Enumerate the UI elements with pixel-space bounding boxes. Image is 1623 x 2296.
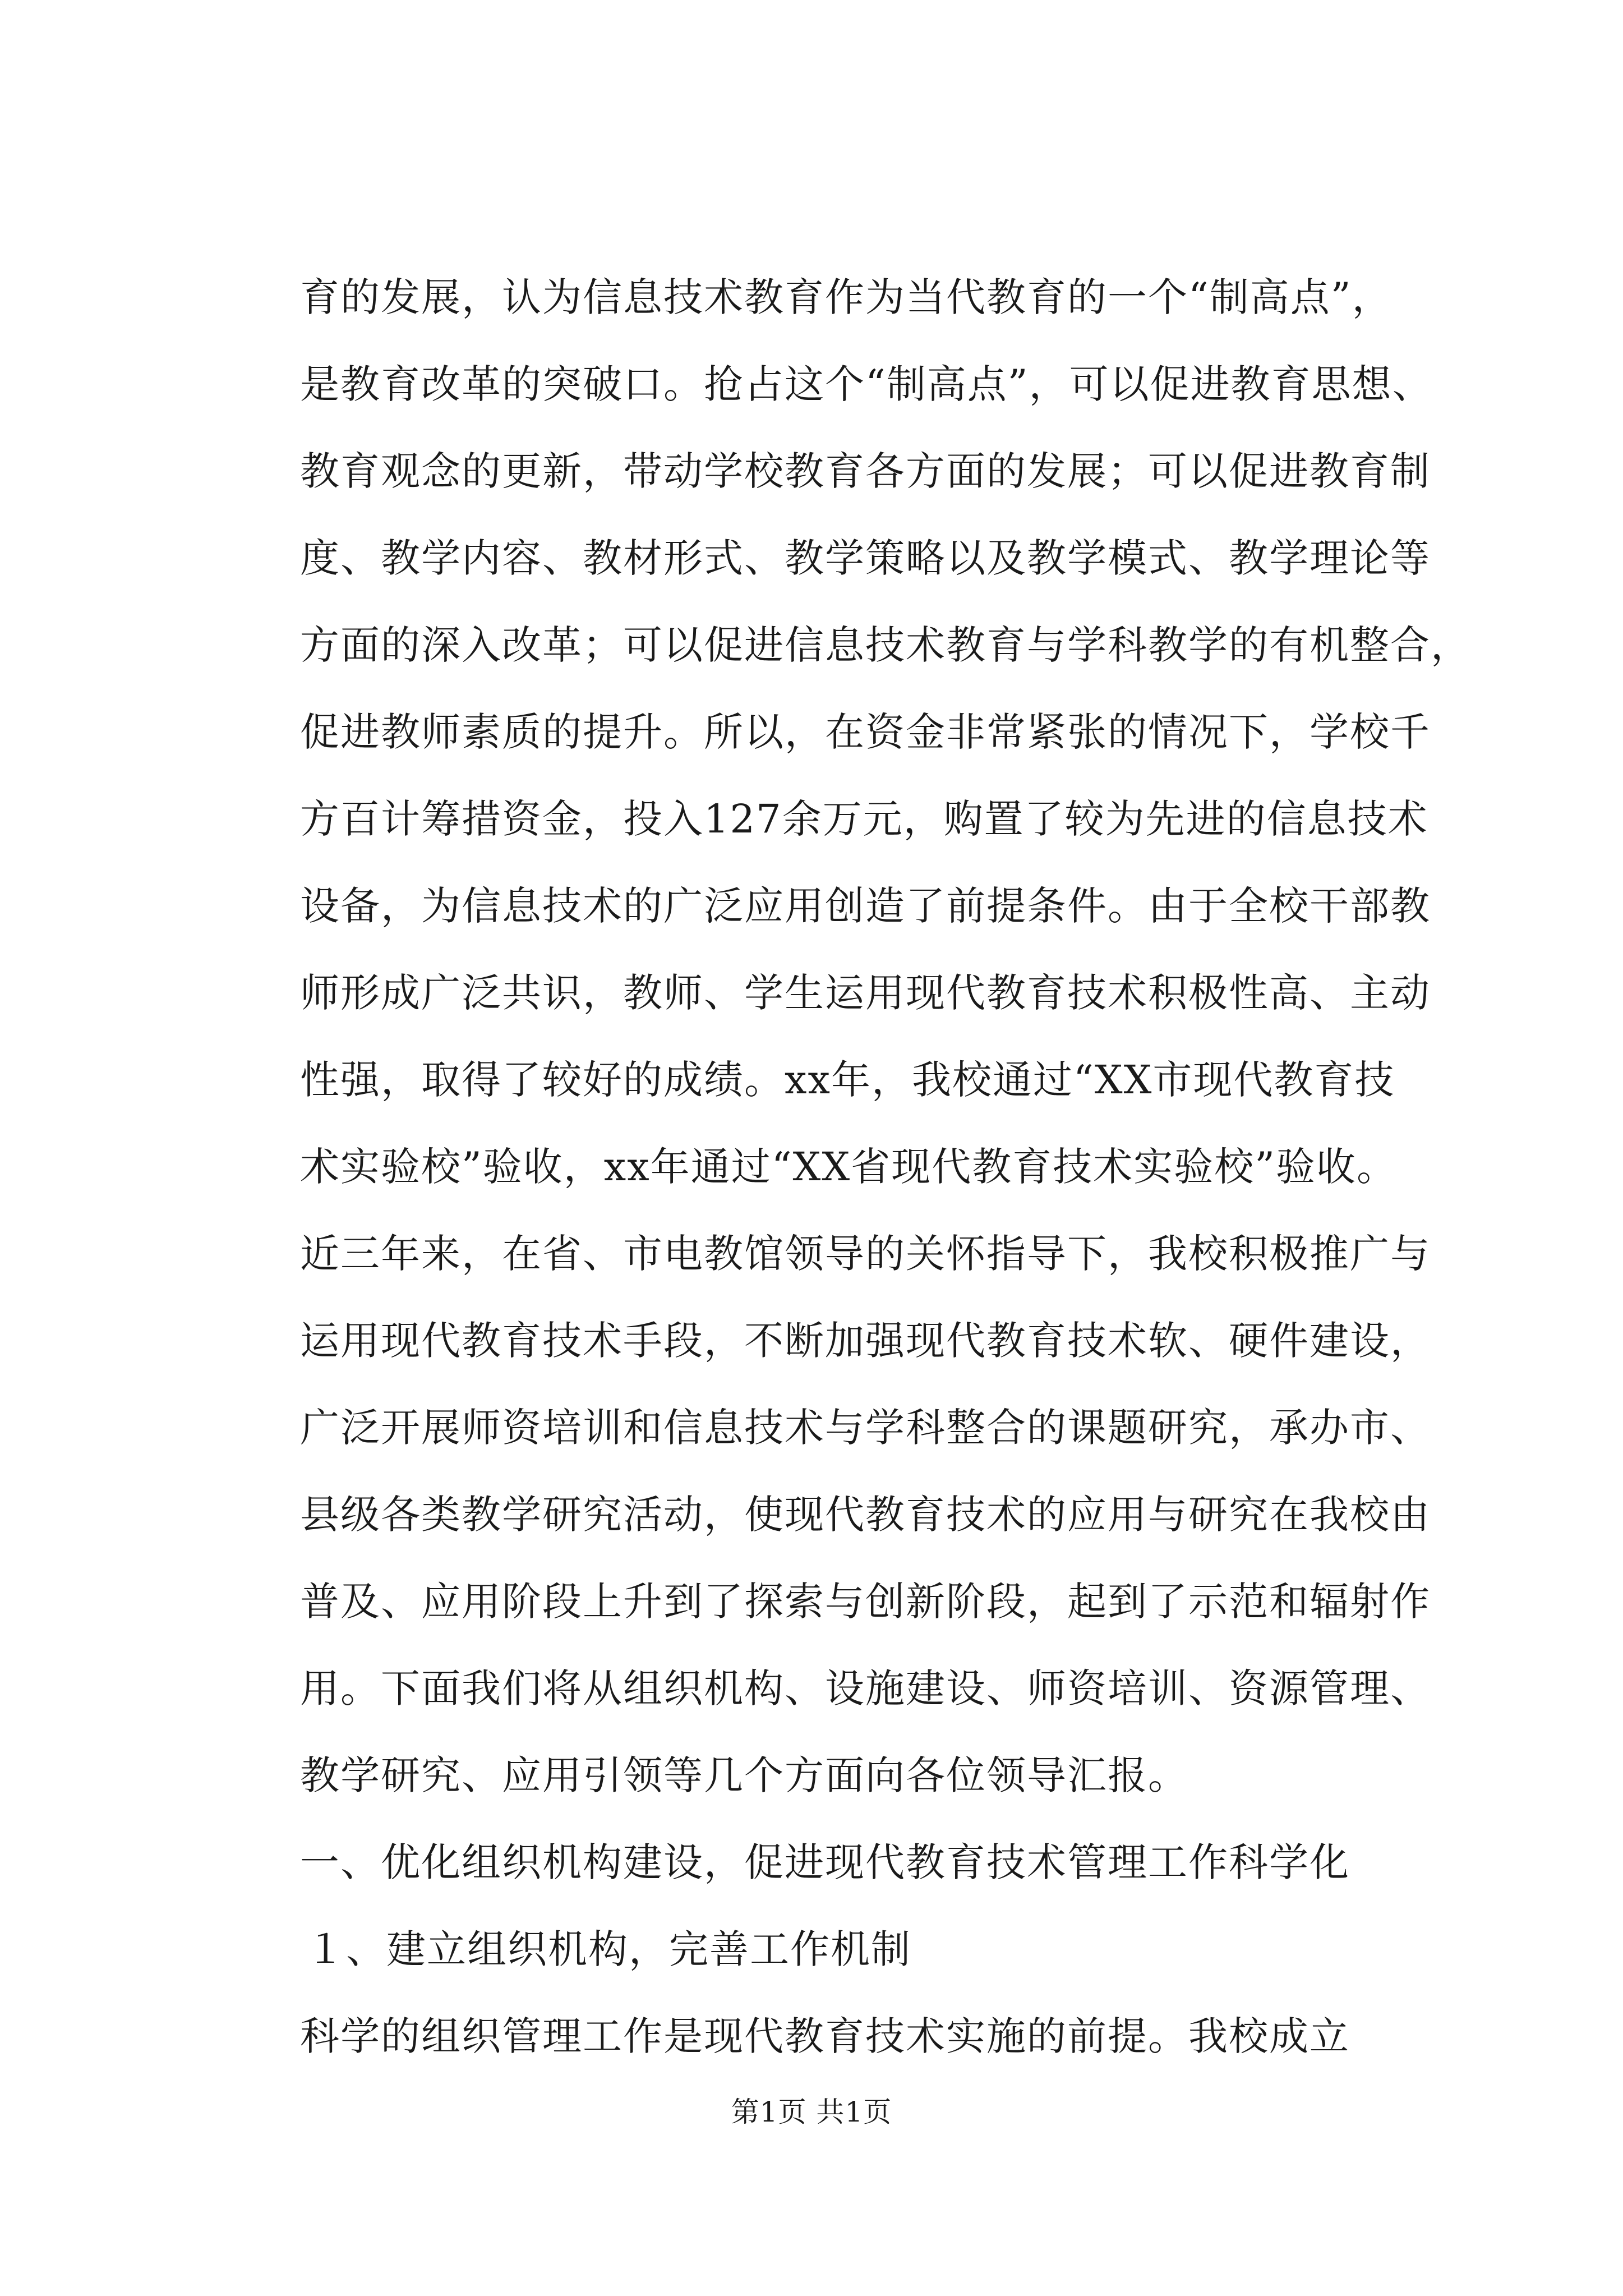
body-line: 教育观念的更新，带动学校教育各方面的发展；可以促进教育制: [300, 448, 1431, 494]
body-line: 用。下面我们将从组织机构、设施建设、师资培训、资源管理、: [300, 1665, 1431, 1711]
body-line: 县级各类教学研究活动，使现代教育技术的应用与研究在我校由: [300, 1492, 1431, 1538]
subsection-heading: １、建立组织机构，完善工作机制: [306, 1926, 911, 1972]
body-line: 教学研究、应用引领等几个方面向各位领导汇报。: [300, 1752, 1188, 1798]
body-line: 术实验校”验收，xx年通过“XX省现代教育技术实验校”验收。: [300, 1144, 1397, 1190]
body-line: 度、教学内容、教材形式、教学策略以及教学模式、教学理论等: [300, 535, 1431, 581]
body-line: 普及、应用阶段上升到了探索与创新阶段，起到了示范和辐射作: [300, 1579, 1431, 1625]
section-heading: 一、优化组织机构建设，促进现代教育技术管理工作科学化: [300, 1839, 1350, 1885]
body-line: 促进教师素质的提升。所以，在资金非常紧张的情况下，学校千: [300, 709, 1431, 755]
body-line: 运用现代教育技术手段，不断加强现代教育技术软、硬件建设，: [300, 1318, 1431, 1364]
body-line: 是教育改革的突破口。抢占这个“制高点”，可以促进教育思想、: [300, 361, 1433, 407]
body-line: 方面的深入改革；可以促进信息技术教育与学科教学的有机整合，: [300, 622, 1471, 668]
body-line: 性强，取得了较好的成绩。xx年，我校通过“XX市现代教育技: [300, 1057, 1395, 1103]
body-line: 方百计筹措资金，投入127余万元，购置了较为先进的信息技术: [300, 796, 1428, 842]
page-footer: 第1页 共1页: [731, 2096, 892, 2128]
body-line: 师形成广泛共识，教师、学生运用现代教育技术积极性高、主动: [300, 970, 1431, 1016]
body-line: 科学的组织管理工作是现代教育技术实施的前提。我校成立: [300, 2013, 1350, 2059]
body-line: 广泛开展师资培训和信息技术与学科整合的课题研究，承办市、: [300, 1405, 1431, 1451]
body-line: 设备，为信息技术的广泛应用创造了前提条件。由于全校干部教: [300, 883, 1431, 929]
body-line: 育的发展，认为信息技术教育作为当代教育的一个“制高点”，: [300, 274, 1393, 320]
body-line: 近三年来，在省、市电教馆领导的关怀指导下，我校积极推广与: [300, 1231, 1431, 1277]
